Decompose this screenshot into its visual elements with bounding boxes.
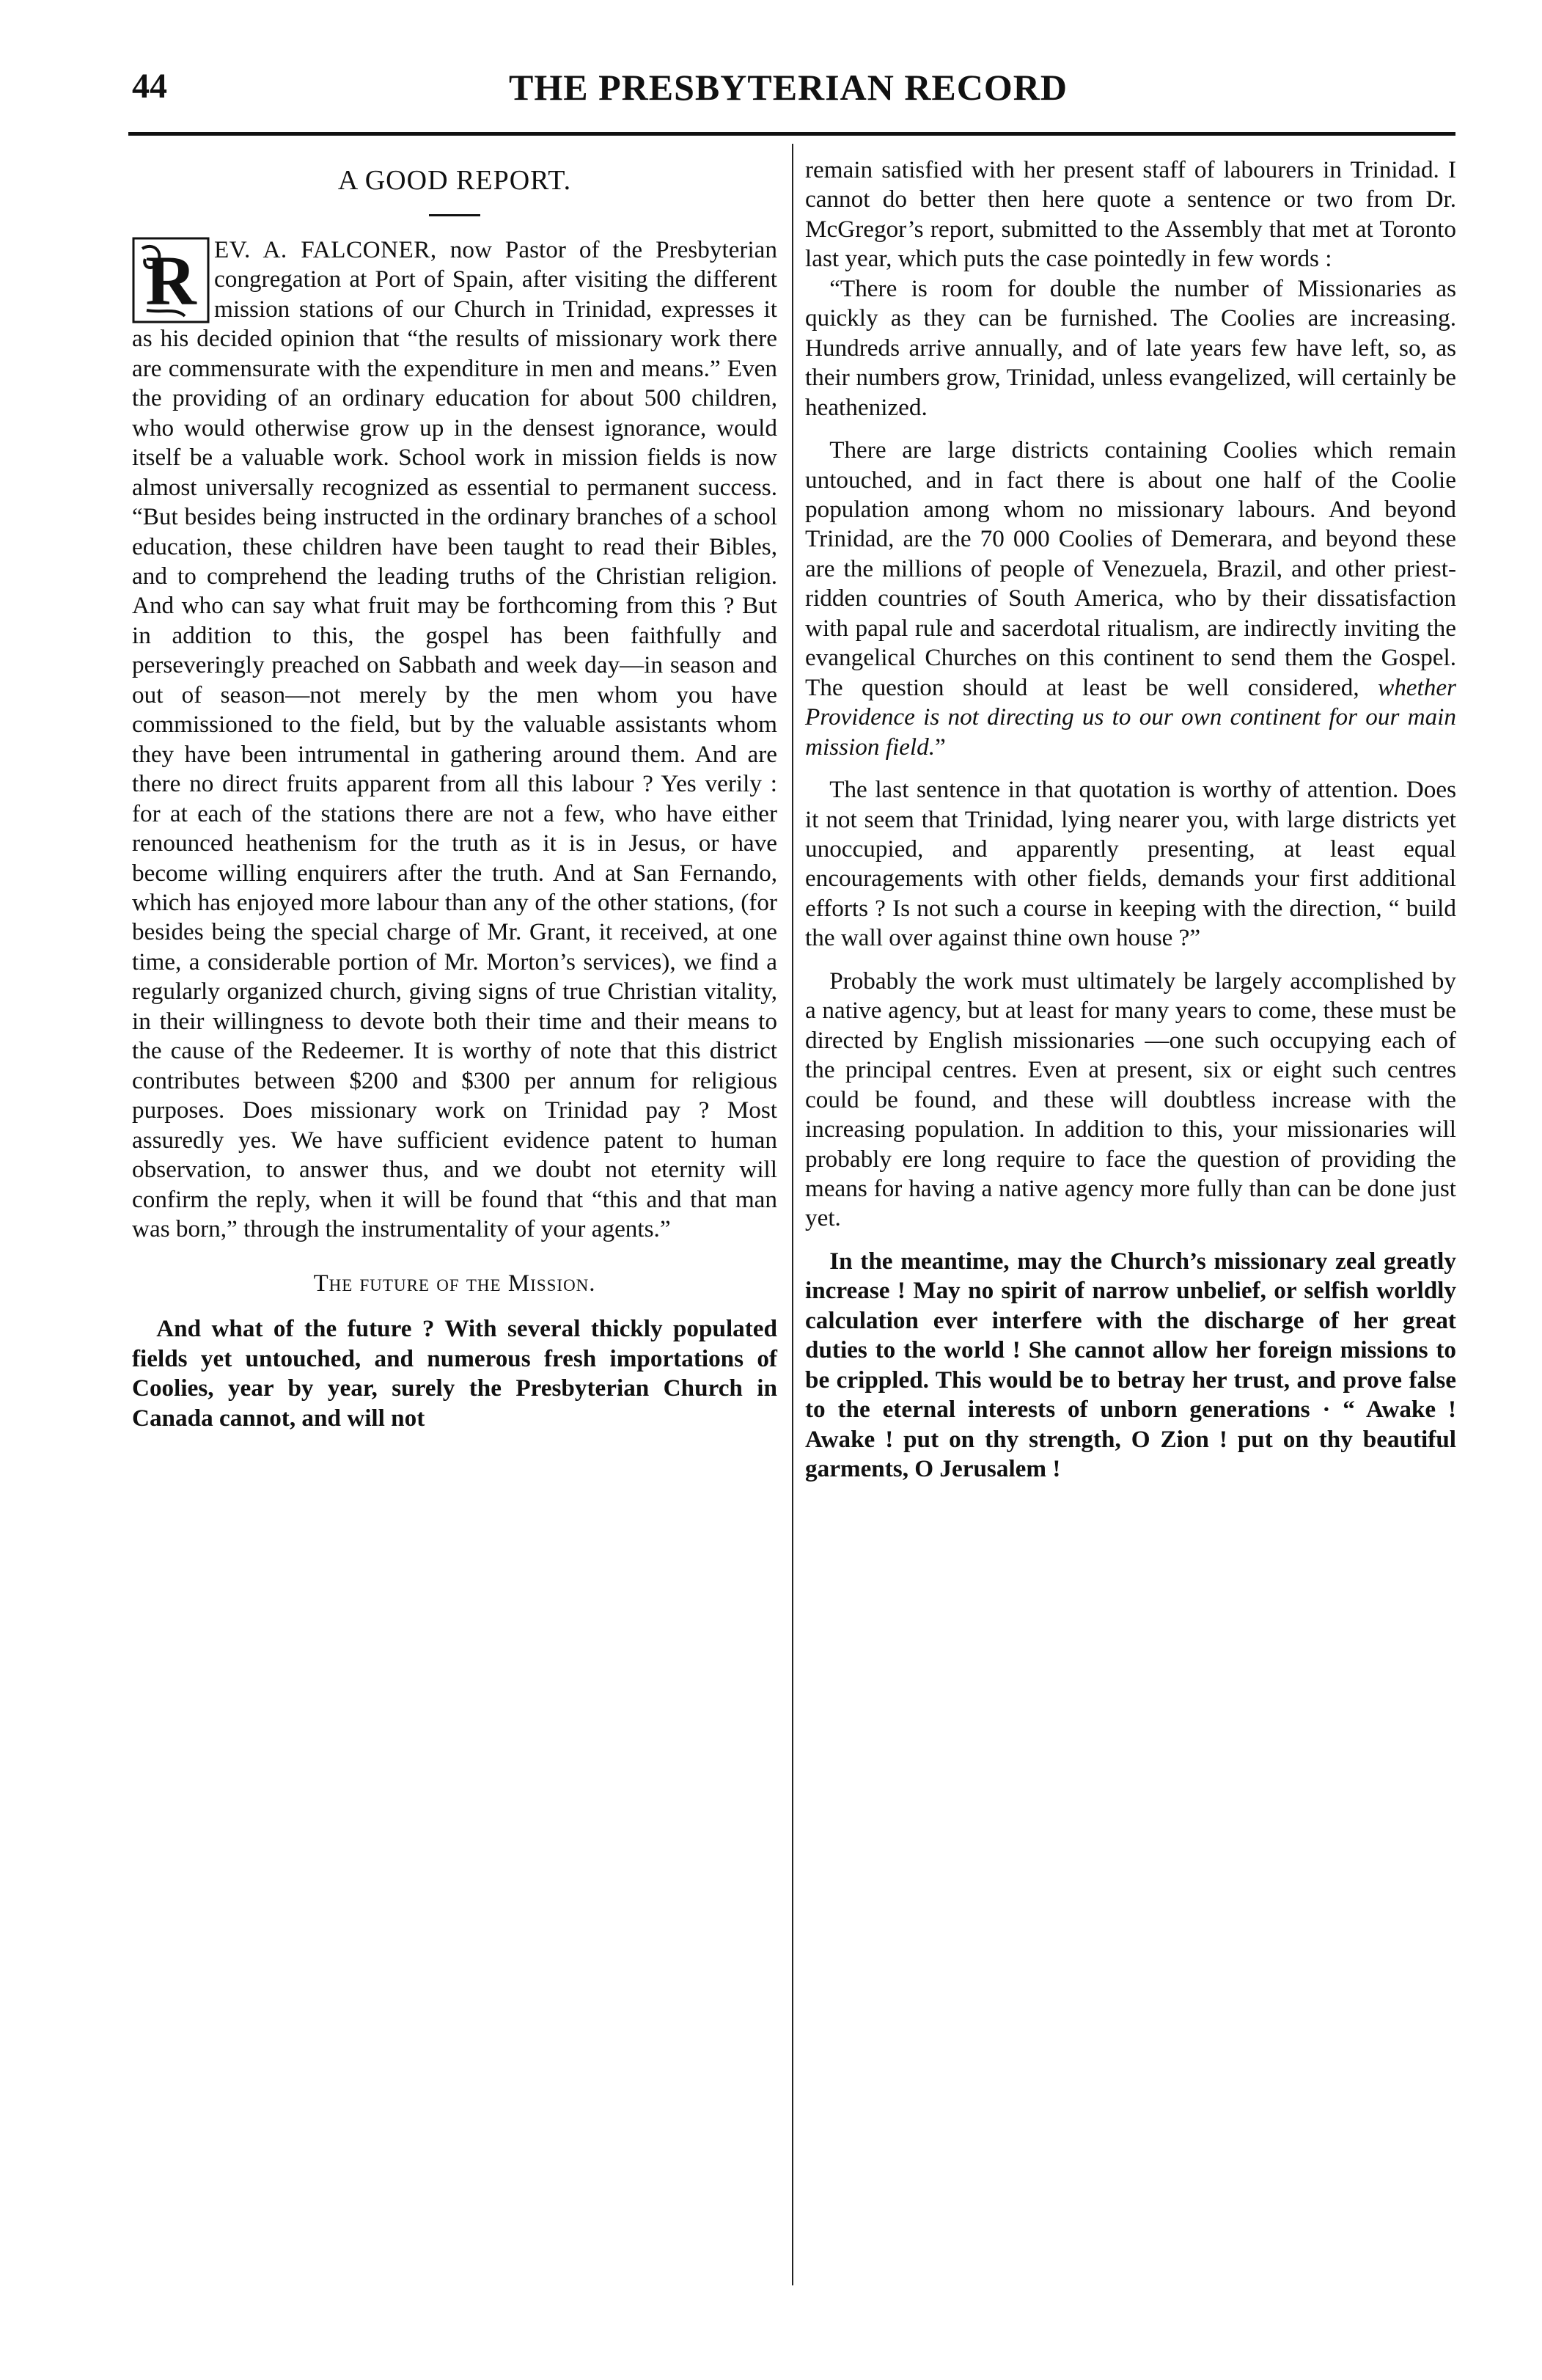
right-paragraph-2: “There is room for double the number of Missionaries as quickly as they can be furnished. The Coolies are increasing. Hundreds arrive annually, and of late years few have left, so, as their numbers grow, Trinidad, unless evangelized, will certainly be heathenized. xyxy=(805,274,1456,421)
right-paragraph-4: The last sentence in that quotation is worthy of attention. Does it not seem that Trinidad, lying nearer you, with large districts yet unoccupied, and apparently presenting, at least equal encouragements with other fields, demands your first additional efforts ? Is not such a course in keeping with the direction, “ build the wall over against thine own house ?” xyxy=(805,776,1456,952)
page-number: 44 xyxy=(132,67,167,106)
page-header xyxy=(110,62,1466,120)
right-paragraph-3-italic: whether Providence is not directing us to our own continent for our main mission field. xyxy=(805,673,1456,761)
right-paragraph-1: remain satisfied with her present staff of labourers in Trinidad. I cannot do better then here quote a sentence or two from Dr. McGregor’s report, submitted to the Assembly that met at Toronto last year, which puts the case pointedly in few words : xyxy=(805,156,1456,273)
drop-cap xyxy=(132,237,210,323)
article-title: A GOOD REPORT. xyxy=(337,165,572,196)
right-paragraph-6: In the meantime, may the Church’s missionary zeal greatly increase ! May no spirit of narrow unbelief, or selfish worldly calculation ever interfere with the discharge of her great duties to the world ! She cannot allow her foreign missions to be crippled. This would be to betray her trust, and prove false to the eternal interests of unborn generations · “ Awake ! Awake ! put on thy strength, O Zion ! put on thy beautiful garments, O Jerusalem ! xyxy=(805,1247,1456,1483)
left-column xyxy=(132,154,777,1433)
title-dash xyxy=(429,214,480,216)
running-title: THE PRESBYTERIAN RECORD xyxy=(508,67,1068,108)
opening-caps: EV. A. FALCONER, xyxy=(214,236,437,263)
column-divider xyxy=(792,144,793,2285)
header-rule xyxy=(128,132,1455,136)
right-paragraph-3 xyxy=(805,436,1456,762)
left-paragraph-2: And what of the future ? With several thickly populated fields yet untouched, and numerous fresh importations of Coolies, year by year, surely the Presbyterian Church in Canada cannot, and will not xyxy=(132,1315,777,1432)
right-column xyxy=(805,155,1456,1484)
right-paragraph-3-text: There are large districts containing Coolies which remain untouched, and in fact there is about one half of the Coolie population among whom no missionary labours. And beyond Trinidad, are the 70 000 Coolies of Demerara, and beyond these are the millions of people of Venezuela, Brazil, and other priest-ridden countries of South America, who by their dissatisfaction with papal rule and sacerdotal ritualism, are indirectly inviting the evangelical Churches on this continent to send them the Gospel. The question should at least be well considered, xyxy=(805,436,1456,701)
opening-paragraph xyxy=(132,235,777,1244)
drop-cap-letter: R xyxy=(145,241,197,320)
left-paragraph-1: now Pastor of the Presbyterian congregation at Port of Spain, after visiting the different mission stations of our Church in Trinidad, expresses it as his decided opinion that “the results of missionary work there are commensurate with the expenditure in men and means.” Even the providing of an ordinary education for about 500 children, who would otherwise grow up in the densest ignorance, would itself be a valuable work. School work in mission fields is now almost universally recognized as essential to permanent success. “But besides being instructed in the ordinary branches of a school education, these children have been taught to read their Bibles, and to comprehend the leading truths of the Christian religion. And who can say what fruit may be forthcoming from this ? But in addition to this, the gospel has been faithfully and perseveringly preached on Sabbath and week day—in season and out of season—not merely by the men whom you have commissioned to the field, but by the valuable assistants whom they have been intrumental in gathering around them. And are there no direct fruits apparent from all this labour ? Yes verily : for at each of the stations there are not a few, who have either renounced heathenism for the truth as it is in Jesus, or have become willing enquirers after the truth. And at San Fernando, which has enjoyed more labour than any of the other stations, (for besides being the special charge of Mr. Grant, it received, at one time, a considerable portion of Mr. Morton’s services), we find a regularly organized church, giving signs of true Christian vitality, in their willingness to devote both their time and their means to the cause of the Redeemer. It is worthy of note that this district contributes between $200 and $300 per annum for religious purposes. Does missionary work on Trinidad pay ? Most assuredly yes. We have sufficient evidence patent to human observation, to answer thus, and we doubt not eternity will confirm the reply, when it will be found that “this and that man was born,” through the instrumentality of your agents.” xyxy=(132,236,778,1242)
right-paragraph-3-close: ” xyxy=(935,733,946,761)
section-subheading: The future of the Mission. xyxy=(313,1270,596,1297)
right-paragraph-5: Probably the work must ultimately be largely accomplished by a native agency, but at least for many years to come, these must be directed by English missionaries —one such occupying each of the principal centres. Even at present, six or eight such centres could be found, and these will doubtless increase with the increasing population. In addition to this, your missionaries will probably ere long require to face the question of providing the means for having a native agency more fully than can be done just yet. xyxy=(805,967,1456,1232)
